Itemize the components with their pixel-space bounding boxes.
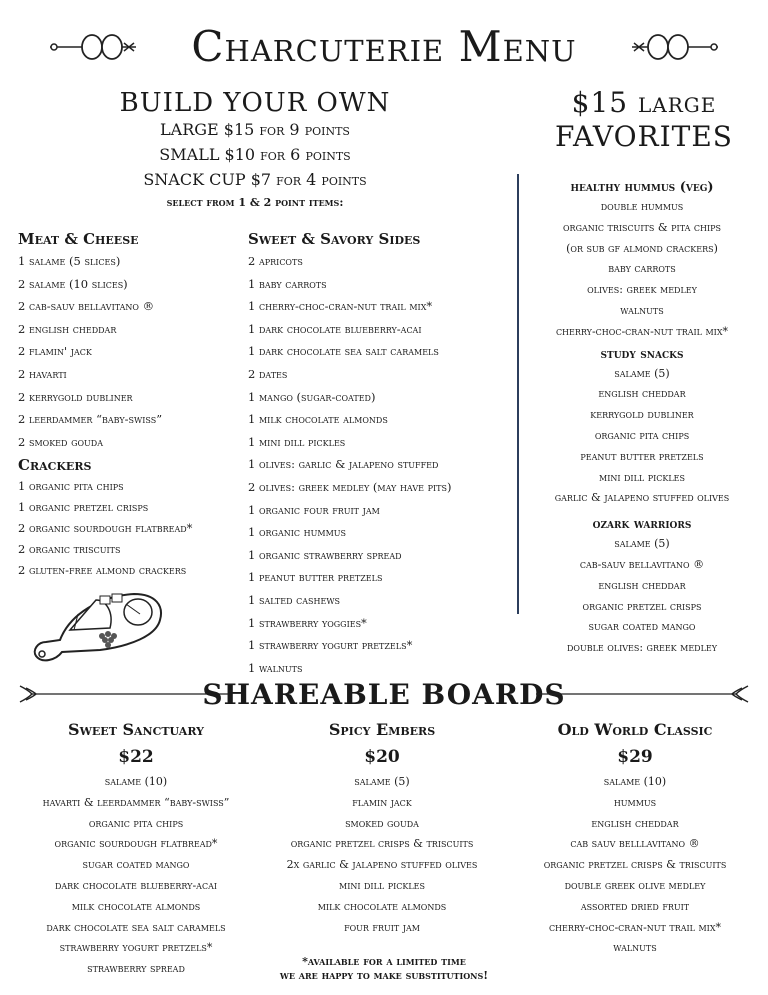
list-item: 1 peanut butter pretzels <box>248 570 383 585</box>
list-item: 1 walnuts <box>248 660 303 675</box>
cheese-board-illustration <box>30 590 170 666</box>
board-old-world-classic <box>508 718 762 959</box>
list-item: (or sub gf almond crackers) <box>566 241 718 255</box>
list-item: 1 salame (5 slices) <box>18 254 121 268</box>
list-item: double greek olive medley <box>564 878 706 892</box>
snack-price-line: SNACK CUP $7 for 4 points <box>143 170 367 189</box>
build-your-own-heading: BUILD YOUR OWN <box>119 88 391 118</box>
list-item: 1 baby carrots <box>248 276 327 291</box>
list-item: four fruit jam <box>344 920 420 934</box>
list-item: english cheddar <box>591 816 679 830</box>
list-item: 2 dates <box>248 366 288 381</box>
list-item: dark chocolate blueberry-acai <box>54 878 218 892</box>
list-item: 1 salted cashews <box>248 592 341 607</box>
divider-line <box>517 174 519 614</box>
list-item: havarti & leerdammer “baby-swiss” <box>42 795 230 809</box>
list-item: organic pretzel crisps <box>582 599 702 613</box>
small-price-line: SMALL $10 for 6 points <box>159 145 351 164</box>
list-item: hummus <box>613 795 657 809</box>
list-item: peanut butter pretzels <box>580 449 704 463</box>
select-instruction: select from 1 & 2 point items: <box>166 196 344 209</box>
list-item: salame (5) <box>614 366 670 380</box>
list-item: english cheddar <box>598 578 686 592</box>
favorites-heading-line1: $15 large <box>571 86 717 119</box>
page-title: Charcuterie Menu <box>191 22 577 71</box>
list-item: salame (10) <box>603 775 667 788</box>
list-item: 2 cab-sauv bellavitano ® <box>18 299 155 314</box>
list-item: walnuts <box>613 941 657 955</box>
board-price: $20 <box>364 747 400 767</box>
favorites-heading-line2: FAVORITES <box>555 120 733 153</box>
favorites-heading <box>520 86 768 154</box>
list-item: baby carrots <box>608 262 676 276</box>
large-price-line: LARGE $15 for 9 points <box>160 120 350 139</box>
favorites-group-heading: healthy hummus (veg) <box>570 180 714 195</box>
list-item: 2 organic sourdough flatbread* <box>18 521 193 536</box>
list-item: cherry-choc-cran-nut trail mix* <box>555 324 729 338</box>
list-item: 2 gluten-free almond crackers <box>18 563 187 578</box>
list-item: 1 dark chocolate sea salt caramels <box>248 344 439 359</box>
list-item: cab sauv belllavitano ® <box>570 837 700 851</box>
list-item: 1 organic pita chips <box>18 479 124 494</box>
list-item: olives: greek medley <box>587 283 697 297</box>
board-name: Spicy Embers <box>328 720 436 739</box>
list-item: 1 dark chocolate blueberry-acai <box>248 321 422 336</box>
favorites-section <box>522 180 762 659</box>
list-item: sugar coated mango <box>588 620 696 634</box>
olive-skewer-right-icon <box>630 30 720 64</box>
board-sweet-sanctuary <box>6 718 266 980</box>
list-item: 1 organic four fruit jam <box>248 502 380 517</box>
list-item: 1 organic hummus <box>248 525 346 540</box>
list-item: salame (5) <box>614 537 670 551</box>
favorites-group-heading: ozark warriors <box>592 517 692 533</box>
list-item: cab-sauv bellavitano ® <box>579 557 705 571</box>
list-item: organic pretzel crisps & triscuits <box>543 858 727 872</box>
footnote-line2: we are happy to make substitutions! <box>279 969 489 982</box>
list-item: organic sourdough flatbread* <box>54 837 218 851</box>
list-item: 2 leerdammer “baby-swiss” <box>18 412 163 427</box>
board-spicy-embers <box>262 718 502 938</box>
list-item: salame (10) <box>104 775 168 788</box>
list-item: 1 cherry-choc-cran-nut trail mix* <box>248 299 433 314</box>
crackers-heading: Crackers <box>18 456 92 475</box>
favorites-group-heading: study snacks <box>600 346 684 362</box>
list-item: cherry-choc-cran-nut trail mix* <box>548 920 722 934</box>
list-item: 1 olives: garlic & jalapeno stuffed <box>248 457 439 472</box>
board-price: $29 <box>617 747 653 767</box>
list-item: 2 smoked gouda <box>18 434 103 449</box>
list-item: organic pita chips <box>88 816 184 830</box>
footnote <box>250 955 518 983</box>
list-item: double hummus <box>600 200 684 213</box>
swirl-divider-right-icon <box>532 680 752 708</box>
list-item: organic pretzel crisps & triscuits <box>290 837 474 851</box>
list-item: mini dill pickles <box>339 878 425 892</box>
list-item: dark chocolate sea salt caramels <box>46 920 226 934</box>
list-item: milk chocolate almonds <box>317 899 447 913</box>
sides-section <box>248 230 516 679</box>
list-item: milk chocolate almonds <box>71 899 201 913</box>
list-item: 1 milk chocolate almonds <box>248 412 388 427</box>
list-item: 2 olives: greek medley (may have pits) <box>248 479 452 494</box>
list-item: 1 mini dill pickles <box>248 434 346 449</box>
list-item: strawberry yogurt pretzels* <box>59 941 213 955</box>
list-item: 1 organic strawberry spread <box>248 547 402 562</box>
list-item: 2 kerrygold dubliner <box>18 389 133 404</box>
shareable-heading: SHAREABLE BOARDS <box>202 678 566 711</box>
list-item: strawberry spread <box>87 962 185 976</box>
list-item: assorted dried fruit <box>580 899 690 913</box>
list-item: 2x garlic & jalapeno stuffed olives <box>286 858 478 872</box>
footnote-line1: *available for a limited time <box>302 955 466 968</box>
list-item: 1 strawberry yoggies* <box>248 615 367 630</box>
list-item: kerrygold dubliner <box>590 408 694 422</box>
board-name: Sweet Sanctuary <box>68 720 204 739</box>
list-item: 2 english cheddar <box>18 321 117 336</box>
meat-cheese-heading: Meat & Cheese <box>18 230 139 248</box>
list-item: 1 mango (sugar-coated) <box>248 389 376 404</box>
meat-cheese-section <box>18 230 243 581</box>
list-item: organic triscuits & pita chips <box>563 220 721 234</box>
board-name: Old World Classic <box>557 720 713 739</box>
list-item: smoked gouda <box>345 816 419 830</box>
list-item: walnuts <box>620 303 664 317</box>
list-item: flamin jack <box>352 795 412 809</box>
list-item: 2 flamin' jack <box>18 344 92 359</box>
list-item: double olives: greek medley <box>566 641 718 655</box>
board-price: $22 <box>118 747 154 767</box>
list-item: mini dill pickles <box>599 470 685 484</box>
list-item: 1 strawberry yogurt pretzels* <box>248 638 413 653</box>
list-item: 2 apricots <box>248 254 303 268</box>
list-item: 1 organic pretzel crisps <box>18 500 149 515</box>
sides-heading: Sweet & Savory Sides <box>248 230 421 248</box>
list-item: salame (5) <box>354 775 410 788</box>
list-item: english cheddar <box>598 387 686 401</box>
list-item: 2 organic triscuits <box>18 542 121 557</box>
list-item: organic pita chips <box>594 428 690 442</box>
list-item: sugar coated mango <box>82 858 190 872</box>
list-item: garlic & jalapeno stuffed olives <box>554 491 730 505</box>
list-item: 2 havarti <box>18 366 67 381</box>
list-item: 2 salame (10 slices) <box>18 276 128 291</box>
